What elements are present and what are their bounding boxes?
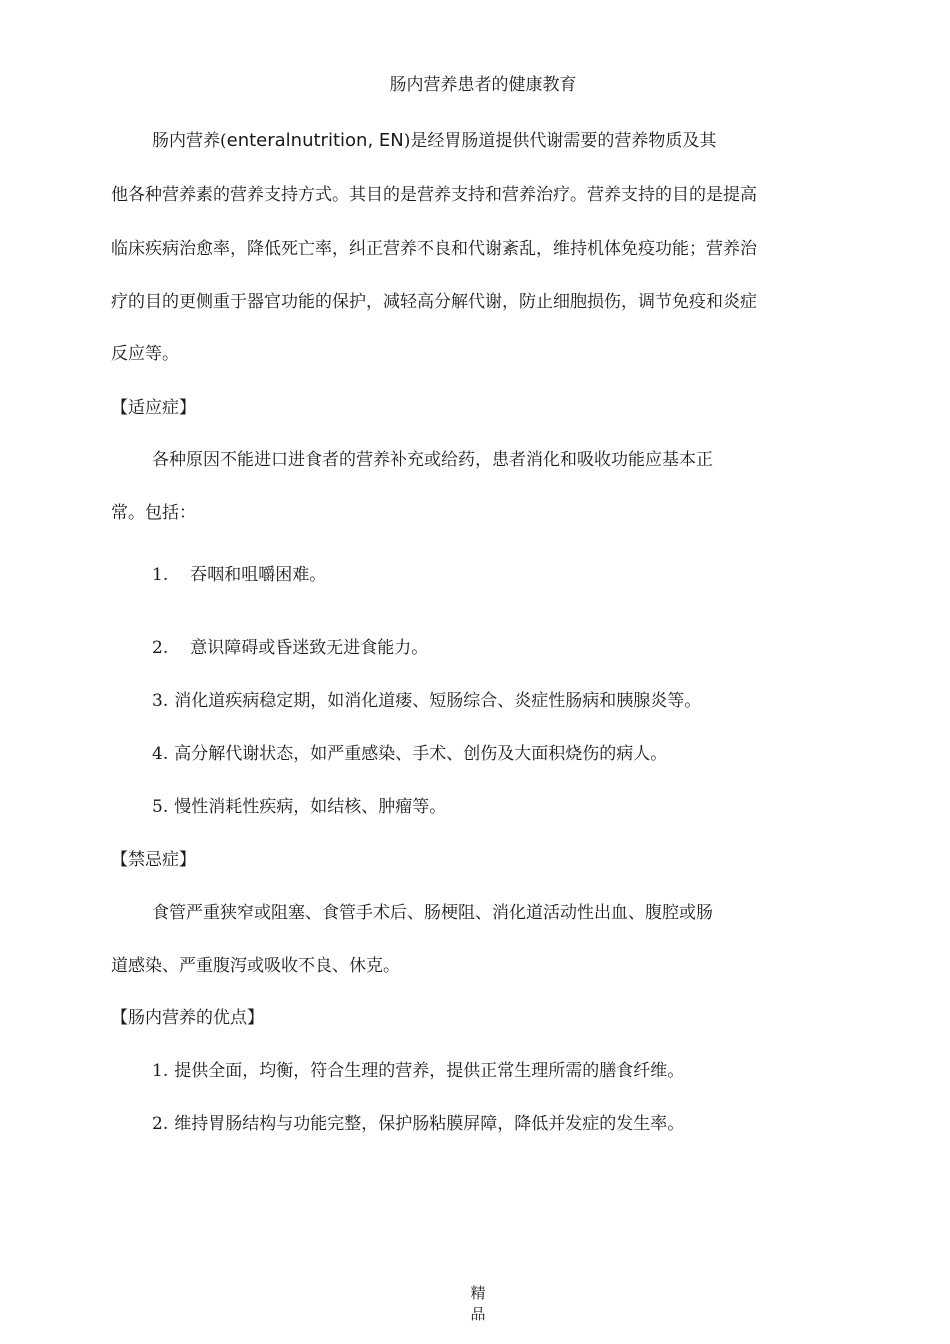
advantage-item-2 bbox=[152, 1112, 684, 1136]
indication-item-3 bbox=[152, 689, 701, 713]
indication-item-4 bbox=[152, 742, 667, 766]
intro-line-3: 临床疾病治愈率，降低死亡率，纠正营养不良和代谢紊乱，维持机体免疫功能；营养治 bbox=[111, 239, 757, 259]
contraindications-heading: 【禁忌症】 bbox=[111, 850, 196, 870]
list-number: 4. bbox=[152, 744, 169, 764]
list-text: 意识障碍或昏迷致无进食能力。 bbox=[190, 638, 429, 658]
contraindications-para-line-1: 食管严重狭窄或阻塞、食管手术后、肠梗阻、消化道活动性出血、腹腔或肠 bbox=[152, 903, 713, 923]
indication-item-1 bbox=[152, 563, 326, 587]
advantages-heading: 【肠内营养的优点】 bbox=[111, 1008, 264, 1028]
advantage-item-1 bbox=[152, 1059, 684, 1083]
indications-para-line-1: 各种原因不能进口进食者的营养补充或给药，患者消化和吸收功能应基本正 bbox=[152, 450, 713, 470]
indications-para-line-2: 常。包括： bbox=[111, 503, 196, 523]
document-title: 肠内营养患者的健康教育 bbox=[389, 75, 577, 95]
list-number: 5. bbox=[152, 797, 169, 817]
list-text: 维持胃肠结构与功能完整，保护肠粘膜屏障，降低并发症的发生率。 bbox=[174, 1114, 685, 1134]
list-text: 高分解代谢状态，如严重感染、手术、创伤及大面积烧伤的病人。 bbox=[174, 744, 668, 764]
list-number: 3. bbox=[152, 691, 169, 711]
intro-line-2: 他各种营养素的营养支持方式。其目的是营养支持和营养治疗。营养支持的目的是提高 bbox=[111, 185, 757, 205]
intro-english-term: enteralnutrition, EN bbox=[226, 130, 404, 151]
list-text: 慢性消耗性疾病，如结核、肿瘤等。 bbox=[174, 797, 447, 817]
indication-item-2 bbox=[152, 636, 428, 660]
indication-item-5 bbox=[152, 795, 446, 819]
intro-line-5: 反应等。 bbox=[111, 344, 179, 364]
page-footer: 精品 bbox=[470, 1284, 486, 1323]
list-number: 2. bbox=[152, 1114, 169, 1134]
list-number: 1. bbox=[152, 1061, 169, 1081]
contraindications-para-line-2: 道感染、严重腹泻或吸收不良、休克。 bbox=[111, 956, 400, 976]
intro-line-1 bbox=[152, 129, 716, 153]
intro-line-1-prefix: 肠内营养( bbox=[152, 131, 227, 151]
list-text: 吞咽和咀嚼困难。 bbox=[190, 565, 327, 585]
list-number: 1. bbox=[152, 565, 169, 585]
list-text: 提供全面，均衡，符合生理的营养，提供正常生理所需的膳食纤维。 bbox=[174, 1061, 685, 1081]
list-number: 2. bbox=[152, 638, 169, 658]
list-text: 消化道疾病稳定期，如消化道瘘、短肠综合、炎症性肠病和胰腺炎等。 bbox=[174, 691, 702, 711]
intro-line-4: 疗的目的更侧重于器官功能的保护，减轻高分解代谢，防止细胞损伤，调节免疫和炎症 bbox=[111, 292, 757, 312]
intro-line-1-suffix: )是经胃肠道提供代谢需要的营养物质及其 bbox=[403, 131, 717, 151]
indications-heading: 【适应症】 bbox=[111, 398, 196, 418]
